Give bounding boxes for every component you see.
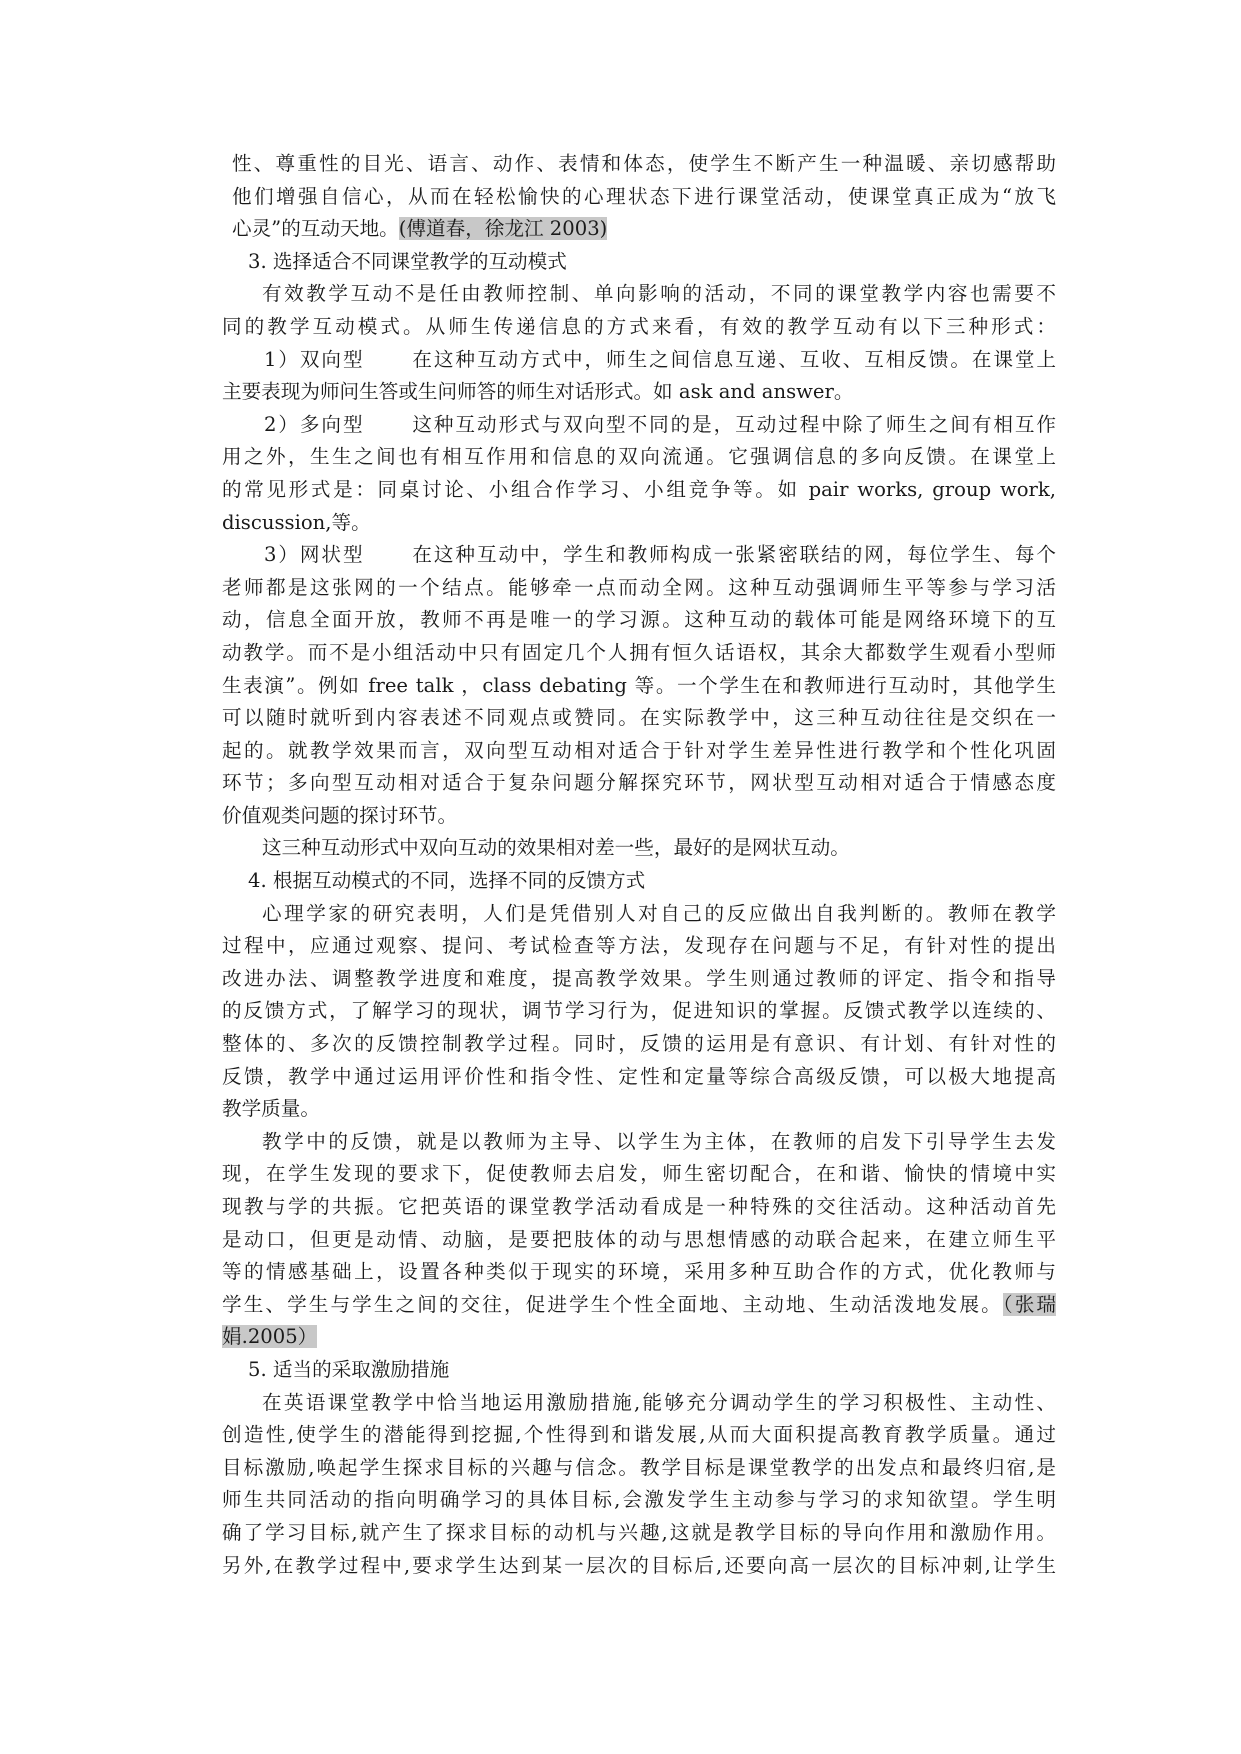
text-segment: 等的情感基础上，设置各种类似于现实的环境，采用多种互助合作的方式，优化教师与 (222, 1260, 1056, 1284)
citation-highlight: （张瑞 (1002, 1292, 1056, 1316)
text-line (222, 311, 1056, 344)
text-line (222, 278, 1056, 311)
text-line (222, 832, 1056, 865)
text-segment: 可以随时就听到内容表述不同观点或赞同。在实际教学中，这三种互动往往是交织在一 (222, 706, 1056, 730)
text-line (222, 572, 1056, 605)
text-segment: 他们增强自信心，从而在轻松愉快的心理状态下进行课堂活动，使课堂真正成为“放飞 (232, 184, 1056, 208)
text-segment: 1）双向型 (264, 347, 365, 371)
text-segment: 同的教学互动模式。从师生传递信息的方式来看，有效的教学互动有以下三种形式： (222, 314, 1056, 338)
text-segment: 目标激励,唤起学生探求目标的兴趣与信念。教学目标是课堂教学的出发点和最终归宿,是 (222, 1455, 1056, 1479)
text-line (222, 930, 1056, 963)
text-segment: 老师都是这张网的一个结点。能够牵一点而动全网。这种互动强调师生平等参与学习活 (222, 575, 1056, 599)
text-line (222, 702, 1056, 735)
text-line (222, 1387, 1056, 1420)
text-segment: 5. 适当的采取激励措施 (248, 1357, 450, 1381)
text-segment: 用之外，生生之间也有相互作用和信息的双向流通。它强调信息的多向反馈。在课堂上 (222, 445, 1056, 469)
text-line (222, 148, 1056, 181)
text-segment: 动，信息全面开放，教师不再是唯一的学习源。这种互动的载体可能是网络环境下的互 (222, 608, 1056, 632)
text-line (222, 1126, 1056, 1159)
text-segment: 起的。就教学效果而言，双向型互动相对适合于针对学生差异性进行教学和个性化巩固 (222, 738, 1056, 762)
text-segment: 主要表现为师问生答或生问师答的师生对话形式。如 ask and answer。 (222, 380, 854, 404)
text-segment: 的常见形式是：同桌讨论、小组合作学习、小组竞争等。如 pair works, group work, (222, 477, 1056, 501)
text-line (222, 1354, 1056, 1387)
text-segment: 3）网状型 (264, 543, 365, 567)
text-segment: 创造性,使学生的潜能得到挖掘,个性得到和谐发展,从而大面积提高教育教学质量。通过 (222, 1423, 1056, 1447)
text-segment: 心理学家的研究表明，人们是凭借别人对自己的反应做出自我判断的。教师在教学 (262, 901, 1056, 925)
text-line (222, 604, 1056, 637)
citation-highlight: (傅道春，徐龙江 2003) (398, 217, 608, 241)
text-segment: 生表演”。例如 free talk ，class debating 等。一个学生在和教师进行互动时，其他学生 (222, 673, 1056, 697)
text-segment: 4. 根据互动模式的不同，选择不同的反馈方式 (248, 869, 646, 893)
text-segment: 在这种互动方式中，师生之间信息互递、互收、互相反馈。在课堂上 (410, 347, 1056, 371)
text-segment: 有效教学互动不是任由教师控制、单向影响的活动，不同的课堂教学内容也需要不 (262, 282, 1056, 306)
text-segment: 在英语课堂教学中恰当地运用激励措施,能够充分调动学生的学习积极性、主动性、 (262, 1390, 1056, 1414)
text-line (222, 246, 1056, 279)
text-line (222, 344, 1056, 377)
text-line (222, 1256, 1056, 1289)
text-line (222, 1452, 1056, 1485)
text-segment: 另外,在教学过程中,要求学生达到某一层次的目标后,还要向高一层次的目标冲刺,让学生 (222, 1553, 1056, 1577)
text-segment: 心灵”的互动天地。 (232, 217, 399, 241)
text-line (222, 409, 1056, 442)
text-segment: 过程中，应通过观察、提问、考试检查等方法，发现存在问题与不足，有针对性的提出 (222, 934, 1056, 958)
text-line (222, 995, 1056, 1028)
text-line (222, 637, 1056, 670)
text-segment: 这三种互动形式中双向互动的效果相对差一些，最好的是网状互动。 (262, 836, 850, 860)
text-segment: 确了学习目标,就产生了探求目标的动机与兴趣,这就是教学目标的导向作用和激励作用。 (222, 1520, 1056, 1544)
text-segment: 教学中的反馈，就是以教师为主导、以学生为主体，在教师的启发下引导学生去发 (262, 1129, 1056, 1153)
text-line (222, 181, 1056, 214)
text-line (222, 539, 1056, 572)
text-segment: 动教学。而不是小组活动中只有固定几个人拥有恒久话语权，其余大都数学生观看小型师 (222, 640, 1056, 664)
text-segment: 现教与学的共振。它把英语的课堂教学活动看成是一种特殊的交往活动。这种活动首先 (222, 1195, 1056, 1218)
text-segment: 性、尊重性的目光、语言、动作、表情和体态，使学生不断产生一种温暖、亲切感帮助 (232, 152, 1056, 175)
text-line (222, 507, 1056, 540)
text-line (222, 474, 1056, 507)
document-body-text (222, 148, 1056, 1582)
text-line (222, 865, 1056, 898)
text-segment: 2）多向型 (264, 412, 365, 436)
text-line (222, 1028, 1056, 1061)
text-segment: 反馈，教学中通过运用评价性和指令性、定性和定量等综合高级反馈，可以极大地提高 (222, 1064, 1056, 1088)
text-line (222, 767, 1056, 800)
text-segment: 价值观类问题的探讨环节。 (222, 803, 458, 827)
text-segment: 师生共同活动的指向明确学习的具体目标,会激发学生主动参与学习的求知欲望。学生明 (222, 1488, 1056, 1512)
text-line (222, 800, 1056, 833)
text-line (222, 1289, 1056, 1322)
text-segment: 环节；多向型互动相对适合于复杂问题分解探究环节，网状型互动相对适合于情感态度 (222, 771, 1056, 795)
text-segment: 在这种互动中，学生和教师构成一张紧密联结的网，每位学生、每个 (410, 543, 1056, 567)
text-segment: 的反馈方式，了解学习的现状，调节学习行为，促进知识的掌握。反馈式教学以连续的、 (222, 999, 1056, 1023)
text-line (222, 735, 1056, 768)
text-line (222, 1191, 1056, 1224)
text-line (222, 213, 1056, 246)
text-segment: 改进办法、调整教学进度和难度，提高教学效果。学生则通过教师的评定、指令和指导 (222, 966, 1056, 990)
text-line (222, 670, 1056, 703)
text-line (222, 898, 1056, 931)
text-line (222, 1158, 1056, 1191)
text-line (222, 1224, 1056, 1257)
text-segment: 整体的、多次的反馈控制教学过程。同时，反馈的运用是有意识、有计划、有针对性的 (222, 1032, 1056, 1056)
text-line (222, 1419, 1056, 1452)
text-line (222, 1517, 1056, 1550)
text-segment: 教学质量。 (222, 1097, 320, 1121)
text-segment: 学生、学生与学生之间的交往，促进学生个性全面地、主动地、生动活泼地发展。 (222, 1292, 1003, 1316)
citation-highlight: 娟.2005） (222, 1325, 318, 1349)
text-line (222, 1093, 1056, 1126)
text-line (222, 1321, 1056, 1354)
text-segment: 这种互动形式与双向型不同的是，互动过程中除了师生之间有相互作 (410, 412, 1056, 436)
text-line (222, 1550, 1056, 1583)
text-segment: 现，在学生发现的要求下，促使教师去启发，师生密切配合，在和谐、愉快的情境中实 (222, 1162, 1056, 1186)
text-segment: 是动口，但更是动情、动脑，是要把肢体的动与思想情感的动联合起来，在建立师生平 (222, 1227, 1056, 1251)
text-line (222, 1061, 1056, 1094)
text-segment: 3. 选择适合不同课堂教学的互动模式 (248, 249, 567, 273)
text-line (222, 1484, 1056, 1517)
text-line (222, 376, 1056, 409)
text-line (222, 963, 1056, 996)
text-line (222, 441, 1056, 474)
text-segment: discussion,等。 (222, 510, 371, 534)
